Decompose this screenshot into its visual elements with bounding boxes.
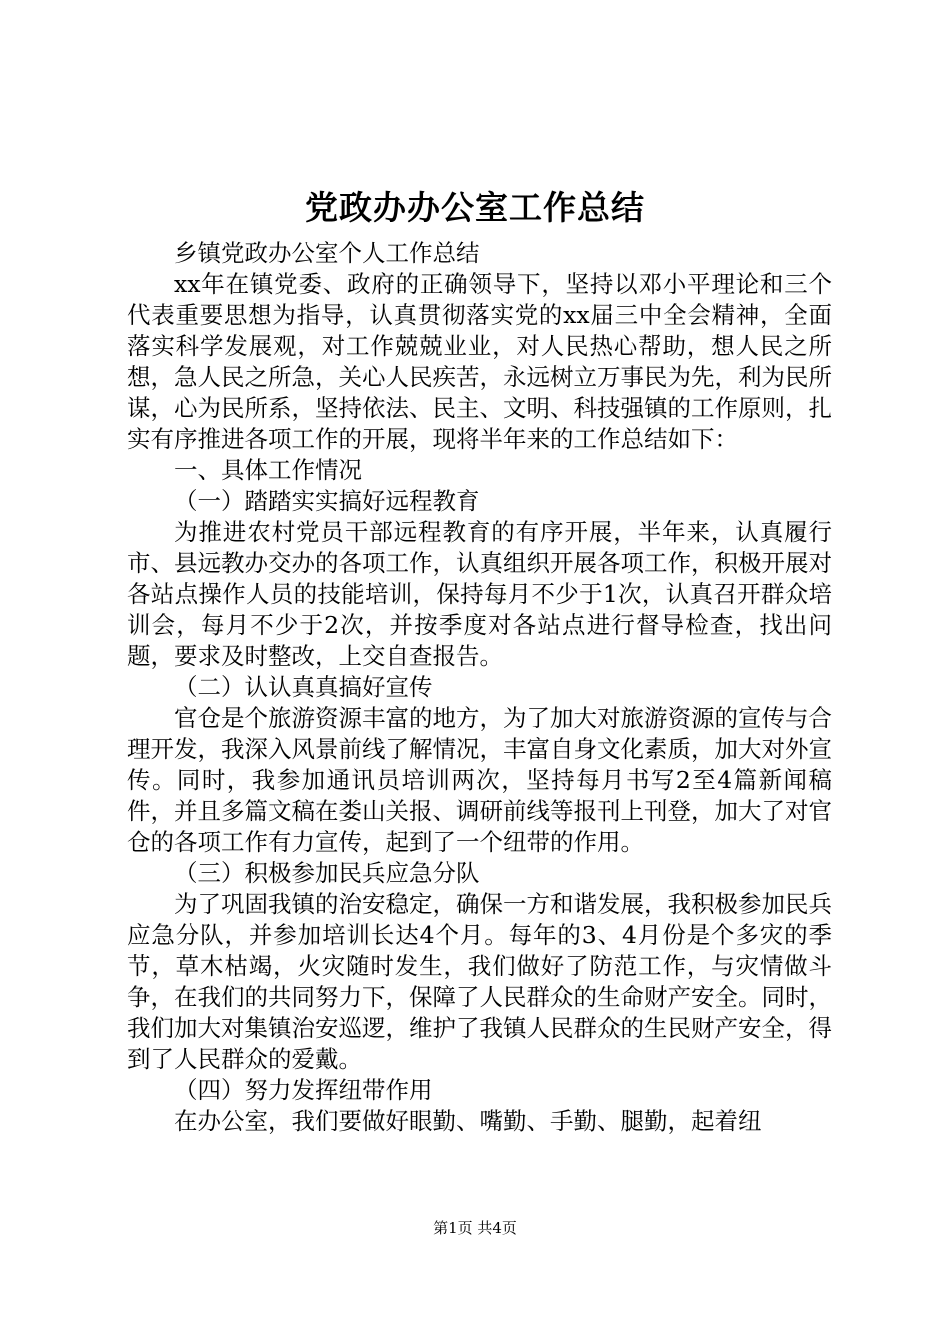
document-body [127,238,832,1137]
subsection-heading: （三）积极参加民兵应急分队 [174,859,480,887]
page-number-label: 第1页 共4页 [433,1219,517,1237]
subsection-heading: （四）努力发挥纽带作用 [174,1076,433,1104]
subsection-heading: （一）踏踏实实搞好远程教育 [174,487,480,515]
paragraph-intro: xx年在镇党委、政府的正确领导下，坚持以邓小平理论和三个代表重要思想为指导，认真贯彻落实党的xx届三中全会精神，全面落实科学发展观，对工作兢兢业业，对人民热心帮助，想人民之所想，急人民之所急，关心人民疾苦，永远树立万事民为先，利为民所谋，心为民所系，坚持依法、民主、文明、科技强镇的工作原则，扎实有序推进各项工作的开展，现将半年来的工作总结如下： [127,270,832,453]
subsection-heading: （二）认认真真搞好宣传 [174,673,433,701]
paragraph: 为推进农村党员干部远程教育的有序开展，半年来，认真履行市、县远教办交办的各项工作，认真组织开展各项工作，积极开展对各站点操作人员的技能培训，保持每月不少于1次，认真召开群众培训会，每月不少于2次，并按季度对各站点进行督导检查，找出问题，要求及时整改，上交自查报告。 [127,518,832,670]
paragraph: 官仓是个旅游资源丰富的地方，为了加大对旅游资源的宣传与合理开发，我深入风景前线了解情况，丰富自身文化素质，加大对外宣传。同时，我参加通讯员培训两次，坚持每月书写2至4篇新闻稿件，并且多篇文稿在娄山关报、调研前线等报刊上刊登，加大了对官仓的各项工作有力宣传，起到了一个纽带的作用。 [127,704,832,856]
page-footer [0,1218,950,1238]
paragraph-subtitle: 乡镇党政办公室个人工作总结 [174,239,480,267]
section-heading: 一、具体工作情况 [174,456,362,484]
paragraph: 为了巩固我镇的治安稳定，确保一方和谐发展，我积极参加民兵应急分队，并参加培训长达4个月。每年的3、4月份是个多灾的季节，草木枯竭，火灾随时发生，我们做好了防范工作，与灾情做斗争，在我们的共同努力下，保障了人民群众的生命财产安全。同时，我们加大对集镇治安巡逻，维护了我镇人民群众的生民财产安全，得到了人民群众的爱戴。 [127,890,832,1073]
paragraph: 在办公室，我们要做好眼勤、嘴勤、手勤、腿勤，起着纽 [174,1107,762,1135]
document-title: 党政办办公室工作总结 [305,188,645,227]
